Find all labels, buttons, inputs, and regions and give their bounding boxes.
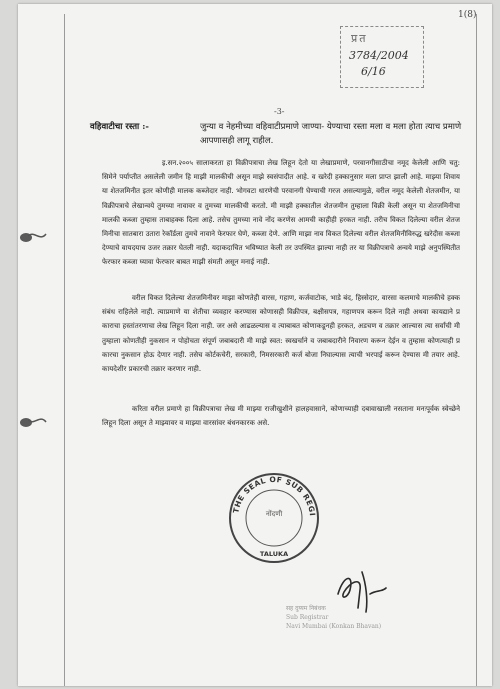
- footer-stamp-line: Navi Mumbai (Konkan Bhavan): [286, 623, 382, 630]
- document-page: [18, 4, 492, 686]
- subject-value: जुन्या व नेहमीच्या वहिवाटीप्रमाणे जाण्या- येण्याचा रस्ता मला व मला होता त्याच प्रमाणे आपणासही लागू राहील.: [200, 122, 462, 146]
- seal-inner-top: नोंदणी: [265, 510, 283, 518]
- registration-stamp: [340, 26, 424, 88]
- official-seal: [226, 470, 322, 570]
- page-number: 1(8): [458, 10, 477, 20]
- seal-ring-text: THE SEAL OF SUB REGI: [231, 474, 317, 517]
- page-mark: -3-: [274, 107, 285, 116]
- seal-graphic: [226, 470, 322, 566]
- binding-thread: [28, 412, 48, 428]
- paragraph-1: इ.सन.२००५ सालाकरता हा विक्रीपत्राचा लेख लिहून देतो या लेखाप्रमाणे, परवानगीसाठीचा नमूद केलेली आणि चतु:सिमेने पर्याप्तीत असलेली जमीन हि माझी मालकीची असून माझे स्वसंपादीत आहे. व खरेदी हक्कानुसार मला प्राप्त झाली आहे. माझ्या शिवाय या शेतजमिनीत इतर कोणीही मालक कब्जेदार नाही. भोगवटा धारणेची परवानगी घेण्याची गरज असल्यामुळे, वरील नमूद केलेली शेतजमीन, या विक्रीपत्राचे लेखान्वये तुमच्या नावावर व तुमच्या मालकीची करतो. मी माझी हक्कातील शेतजमीन तुम्हाला विक्री केली असून या शेतजमिनीचा मालकी कब्जा तुम्हास ताबाहक्क दिला आहे. तसेच तुमच्या नावे नोंद करणेस आमची काहीही हरकत नाही. तरीच विकत दिलेल्या वरील शेतजमिनीचा सातबारा उतारा रेकॉर्डला तुमचे नावाने फेरफार घेणे, कब्जा देणे. आणि माझा नाव विकत दिलेल्या वरील शेतजमिनीविरुद्ध खरेदीस कब्जा देण्याचे वायदयाच उजर तक्रार घेतली नाही. यदाकदाचित भविष्यात केली तर उपस्थित झाल्या नाही तर या विक्रीपत्राचे अन्वये माझे अनुपस्थितीत फेरफार कब्जा घ्यावा फेरफार बाबत माझी संमती असून मनाई नाही.: [102, 159, 460, 267]
- footer-stamp-line: Sub Registrar: [286, 614, 329, 621]
- margin-line-left: [64, 14, 65, 686]
- stamp-sub-number: 6/16: [361, 65, 386, 78]
- binding-thread: [28, 228, 48, 244]
- paragraph-2: वरील विकत दिलेल्या शेतजमिनीवर माझा कोणतेही वारस, गहाण, कर्जवाटोक, भाडे बंद, हिस्सेदार, वारसा कलमाचे मालकीचे हक्कसंबंध राहिलेले नाही. त्याप्रमाणे या शेतीचा व्यवहार करण्यास कोणासही विक्रीपत्र, बक्षीसपत्र, गहाणपत्र करून दिले नाही अथवा कायद्याने प्रकाराचा हस्तांतरणाचा लेख लिहून दिला नाही. जर असे आढळल्यास व त्याबाबत कोणाकडूनही हरकत, अडचण व तक्रार आल्यास त्या सर्वांची मी तुम्हाला कोणतीही नुकसान न पोहोचता संपूर्ण जबाबदारी मी माझे स्वत: स्वखर्चाने व जबाबदारीने निवारण करून देईन व तुम्हास कोणत्याही प्रकारचा नुकसान होऊ देणार नाही. तसेच कोर्टकचेरी, सरकारी, निमसरकारी कर्ज बोजा निघाल्यास त्याची भरपाई करून देण्यास मी तयार आहे. कायदेशीर प्रकारची तक्रार करणार नाही.: [102, 294, 460, 374]
- paragraph-3: करिता वरील प्रमाणे हा विक्रीपत्राचा लेख मी माझ्या राजीखुशीने हालहवासाने, कोणाच्याही दबावाखाली नसताना मनःपूर्वक स्वेच्छेने लिहून दिला असून ते माझ्यावर व माझ्या वारसांवर बंधनकारक असे.: [102, 405, 460, 428]
- margin-line-right: [476, 14, 477, 686]
- sub-registrar-stamp: [286, 604, 381, 631]
- subject-key: वहिवाटीचा रस्ता :-: [90, 122, 149, 132]
- footer-stamp-line: सह दुय्यम निबंधक: [286, 605, 326, 612]
- stamp-heading: प्रत: [351, 32, 368, 45]
- stamp-number: 3784/2004: [349, 49, 409, 62]
- seal-inner-bottom: TALUKA: [259, 550, 289, 558]
